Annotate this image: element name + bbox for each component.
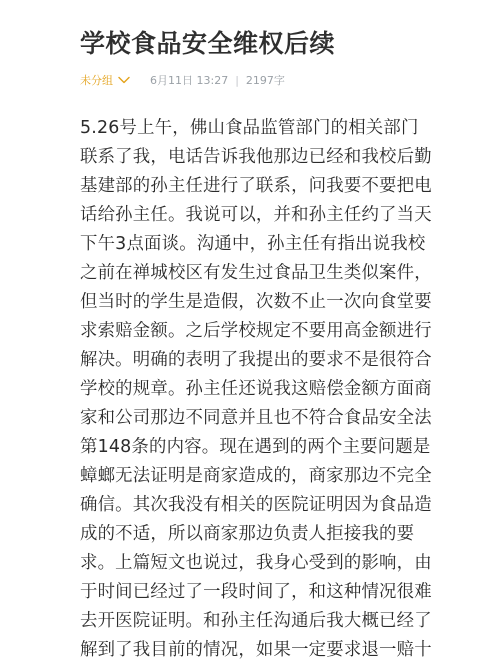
body-line: 成的不适，所以商家那边负责人拒接我的要 — [80, 524, 415, 544]
article-title: 学校食品安全维权后续 — [80, 29, 336, 58]
article-body — [80, 114, 432, 659]
chevron-down-icon — [118, 76, 130, 84]
body-line: 求索赔金额。之后学校规定不要用高金额进行 — [80, 321, 432, 341]
meta-separator: | — [235, 73, 239, 87]
category-dropdown[interactable] — [80, 72, 130, 88]
body-line: 去开医院证明。和孙主任沟通后我大概已经了 — [80, 611, 432, 631]
body-line: 学校的规章。孙主任还说我这赔偿金额方面商 — [80, 379, 432, 399]
body-line: 5.26号上午，佛山食品监管部门的相关部门 — [80, 118, 419, 138]
body-line: 家和公司那边不同意并且也不符合食品安全法 — [80, 408, 432, 428]
body-line: 但当时的学生是造假，次数不止一次向食堂要 — [80, 292, 432, 312]
body-line: 下午3点面谈。沟通中，孙主任有指出说我校 — [80, 234, 426, 254]
article-meta — [80, 70, 285, 90]
body-line: 话给孙主任。我说可以，并和孙主任约了当天 — [80, 205, 432, 225]
body-line: 解决。明确的表明了我提出的要求不是很符合 — [80, 350, 432, 370]
body-line: 解到了我目前的情况，如果一定要求退一赔十 — [80, 640, 432, 659]
body-line: 蟑螂无法证明是商家造成的，商家那边不完全 — [80, 466, 432, 486]
word-count: 2197字 — [245, 74, 285, 87]
body-line: 之前在禅城校区有发生过食品卫生类似案件， — [80, 263, 432, 283]
publish-date: 6月11日 13:27 — [150, 74, 229, 87]
body-line: 联系了我，电话告诉我他那边已经和我校后勤 — [80, 147, 432, 167]
body-line: 第148条的内容。现在遇到的两个主要问题是 — [80, 437, 431, 457]
body-line: 基建部的孙主任进行了联系，问我要不要把电 — [80, 176, 432, 196]
category-label: 未分组 — [80, 74, 113, 87]
body-line: 于时间已经过了一段时间了，和这种情况很难 — [80, 582, 432, 602]
body-line: 求。上篇短文也说过，我身心受到的影响，由 — [80, 553, 432, 573]
body-line: 确信。其次我没有相关的医院证明因为食品造 — [80, 495, 432, 515]
